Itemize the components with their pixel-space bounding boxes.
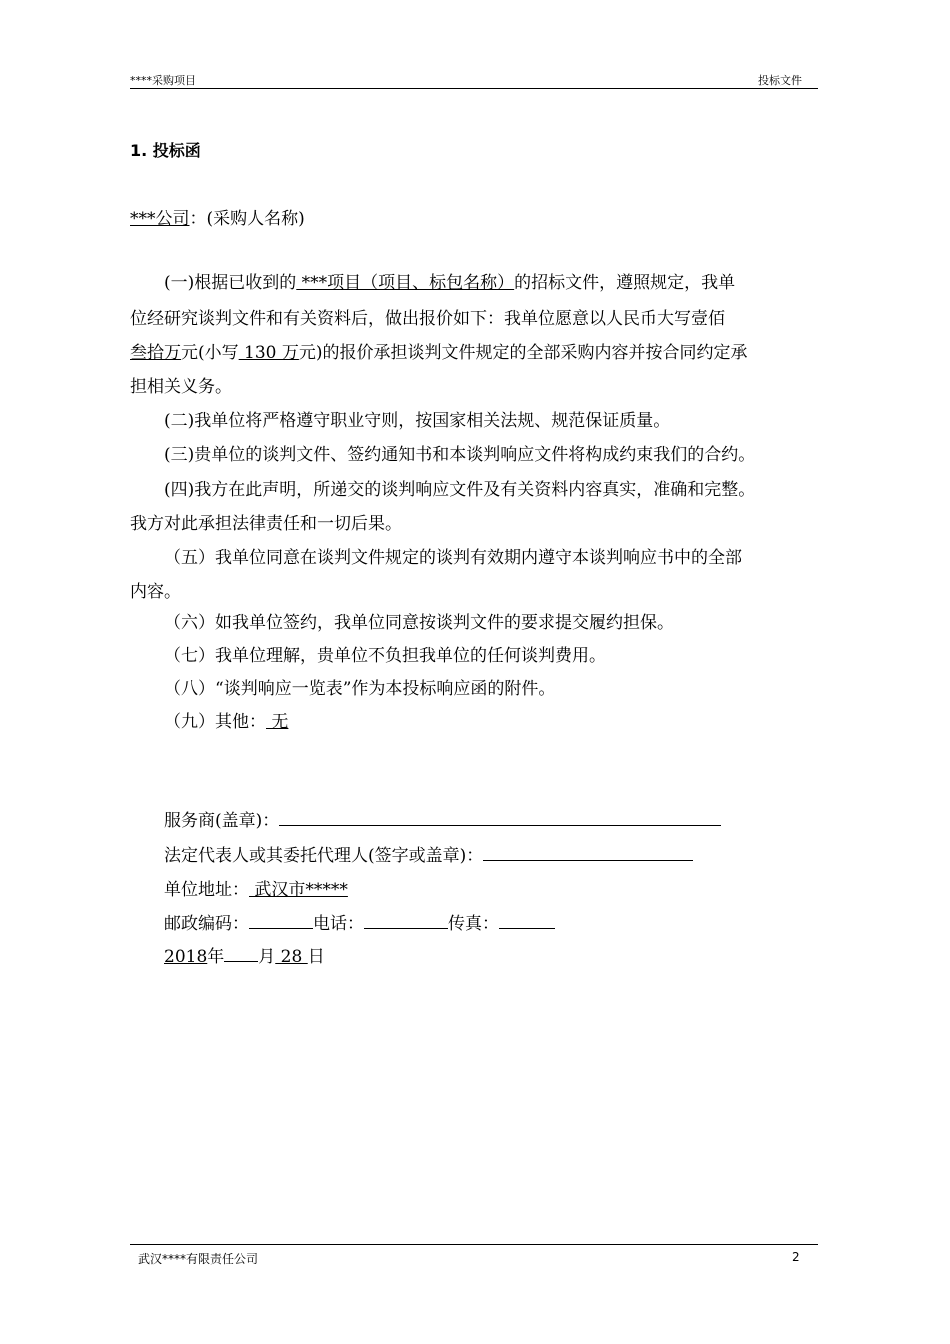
project-name: ***项目（项目、标包名称）	[296, 273, 515, 293]
header-project: ****采购项目	[130, 74, 196, 87]
addressee-suffix: ：(采购人名称)	[189, 209, 305, 229]
amount-number: 130 万	[238, 343, 299, 363]
date-row	[164, 942, 325, 967]
contact-row	[164, 909, 555, 934]
provider-label: 服务商(盖章)：	[164, 811, 280, 831]
phone-blank	[364, 914, 448, 929]
date-year: 2018	[164, 947, 208, 967]
postcode-label: 邮政编码：	[164, 914, 249, 934]
address-value: 武汉市*****	[249, 880, 348, 900]
representative-label: 法定代表人或其委托代理人(签字或盖章)：	[164, 846, 484, 866]
footer-rule	[130, 1244, 818, 1245]
item-2: (二)我单位将严格遵守职业守则，按国家相关法规、规范保证质量。	[164, 411, 671, 431]
addressee	[130, 204, 305, 229]
header-rule	[130, 88, 818, 89]
para1-line4: 担相关义务。	[130, 377, 232, 397]
item-6: （六）如我单位签约，我单位同意按谈判文件的要求提交履约担保。	[164, 613, 674, 633]
item-9-label: （九）其他：	[164, 712, 266, 732]
item-8: （八）“谈判响应一览表”作为本投标响应函的附件。	[164, 679, 556, 699]
provider-blank	[279, 811, 721, 826]
para1-text-a: (一)根据已收到的	[164, 273, 297, 293]
date-year-suffix: 年	[207, 947, 225, 967]
item-9	[164, 707, 288, 732]
date-day-suffix: 日	[307, 947, 325, 967]
amount-chinese: 叁拾万	[130, 343, 181, 363]
page-number: 2	[792, 1250, 800, 1264]
item-5-line2: 内容。	[130, 582, 181, 602]
phone-label: 电话：	[313, 914, 364, 934]
footer-company: 武汉****有限责任公司	[138, 1252, 259, 1266]
address-label: 单位地址：	[164, 880, 249, 900]
representative-blank	[483, 846, 693, 861]
date-month-suffix: 月	[258, 947, 276, 967]
date-day: 28	[275, 947, 308, 967]
para1-text-d: 元)的报价承担谈判文件规定的全部采购内容并按合同约定承	[298, 343, 748, 363]
para1-line1	[164, 268, 735, 293]
item-4-line2: 我方对此承担法律责任和一切后果。	[130, 514, 402, 534]
postcode-blank	[249, 914, 313, 929]
address-row	[164, 875, 348, 900]
addressee-name: ***公司	[130, 209, 190, 229]
para1-line2: 位经研究谈判文件和有关资料后，做出报价如下：我单位愿意以人民币大写壹佰	[130, 309, 725, 329]
representative-row	[164, 841, 693, 866]
item-9-value: 无	[266, 712, 289, 732]
item-4-line1: (四)我方在此声明，所递交的谈判响应文件及有关资料内容真实，准确和完整。	[164, 480, 756, 500]
para1-text-c: 元(小写	[181, 343, 239, 363]
fax-label: 传真：	[448, 914, 499, 934]
para1-line3	[130, 338, 748, 363]
fax-blank	[499, 914, 555, 929]
item-3: (三)贵单位的谈判文件、签约通知书和本谈判响应文件将构成约束我们的合约。	[164, 445, 756, 465]
provider-row	[164, 806, 721, 831]
date-month-blank	[224, 947, 258, 962]
item-5-line1: （五）我单位同意在谈判文件规定的谈判有效期内遵守本谈判响应书中的全部	[164, 548, 742, 568]
section-title: 1. 投标函	[130, 141, 201, 160]
item-7: （七）我单位理解，贵单位不负担我单位的任何谈判费用。	[164, 646, 606, 666]
para1-text-b: 的招标文件，遵照规定，我单	[514, 273, 736, 293]
header-doc-type: 投标文件	[758, 74, 802, 87]
